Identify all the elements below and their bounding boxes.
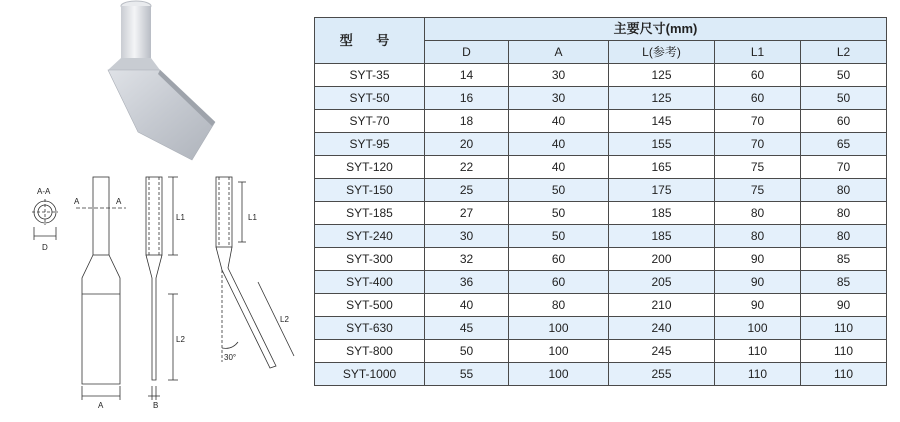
label-a-left: A [74, 197, 80, 206]
value-cell: 80 [801, 179, 887, 202]
column-header: L2 [801, 41, 887, 64]
column-header: L(参考) [609, 41, 715, 64]
model-cell: SYT-300 [315, 248, 425, 271]
column-header: A [509, 41, 609, 64]
value-cell: 100 [509, 317, 609, 340]
table-row [315, 133, 887, 156]
value-cell: 45 [425, 317, 509, 340]
value-cell: 85 [801, 271, 887, 294]
table-row [315, 248, 887, 271]
value-cell: 110 [801, 363, 887, 386]
bent-view [216, 177, 294, 368]
section-view [32, 199, 58, 240]
label-l2-bent: L2 [280, 315, 289, 324]
model-cell: SYT-35 [315, 64, 425, 87]
value-cell: 110 [801, 340, 887, 363]
value-cell: 75 [715, 179, 801, 202]
value-cell: 125 [609, 64, 715, 87]
value-cell: 55 [425, 363, 509, 386]
value-cell: 50 [801, 87, 887, 110]
value-cell: 245 [609, 340, 715, 363]
table-row [315, 64, 887, 87]
value-cell: 100 [509, 363, 609, 386]
value-cell: 25 [425, 179, 509, 202]
model-cell: SYT-150 [315, 179, 425, 202]
label-a-bottom: A [98, 401, 104, 410]
value-cell: 80 [801, 225, 887, 248]
value-cell: 16 [425, 87, 509, 110]
table-row [315, 363, 887, 386]
table-row [315, 179, 887, 202]
value-cell: 255 [609, 363, 715, 386]
table-row [315, 340, 887, 363]
value-cell: 50 [509, 202, 609, 225]
model-cell: SYT-400 [315, 271, 425, 294]
value-cell: 40 [509, 110, 609, 133]
value-cell: 70 [801, 156, 887, 179]
model-cell: SYT-95 [315, 133, 425, 156]
table-row [315, 317, 887, 340]
label-b: B [153, 401, 159, 410]
value-cell: 18 [425, 110, 509, 133]
column-header: D [425, 41, 509, 64]
label-angle: 30° [224, 353, 237, 362]
table-row [315, 294, 887, 317]
value-cell: 14 [425, 64, 509, 87]
value-cell: 240 [609, 317, 715, 340]
model-cell: SYT-500 [315, 294, 425, 317]
value-cell: 30 [425, 225, 509, 248]
value-cell: 185 [609, 202, 715, 225]
value-cell: 90 [715, 271, 801, 294]
model-cell: SYT-70 [315, 110, 425, 133]
value-cell: 110 [715, 363, 801, 386]
value-cell: 36 [425, 271, 509, 294]
value-cell: 40 [509, 156, 609, 179]
column-header: L1 [715, 41, 801, 64]
model-cell: SYT-185 [315, 202, 425, 225]
table-row [315, 225, 887, 248]
value-cell: 80 [715, 202, 801, 225]
value-cell: 90 [715, 294, 801, 317]
side-view [146, 177, 178, 400]
value-cell: 90 [801, 294, 887, 317]
table-row [315, 271, 887, 294]
label-l2: L2 [176, 335, 185, 344]
value-cell: 60 [509, 271, 609, 294]
value-cell: 185 [609, 225, 715, 248]
model-cell: SYT-240 [315, 225, 425, 248]
value-cell: 70 [715, 133, 801, 156]
value-cell: 60 [801, 110, 887, 133]
table-row [315, 87, 887, 110]
product-photo [100, 0, 280, 165]
value-cell: 110 [801, 317, 887, 340]
value-cell: 30 [509, 64, 609, 87]
table-row [315, 110, 887, 133]
value-cell: 145 [609, 110, 715, 133]
value-cell: 85 [801, 248, 887, 271]
value-cell: 65 [801, 133, 887, 156]
model-cell: SYT-120 [315, 156, 425, 179]
value-cell: 155 [609, 133, 715, 156]
value-cell: 110 [715, 340, 801, 363]
label-l1: L1 [176, 213, 185, 222]
value-cell: 200 [609, 248, 715, 271]
terminal-lug-photo [108, 1, 215, 160]
value-cell: 30 [509, 87, 609, 110]
value-cell: 90 [715, 248, 801, 271]
value-cell: 80 [509, 294, 609, 317]
value-cell: 100 [509, 340, 609, 363]
front-view [76, 177, 126, 400]
value-cell: 40 [509, 133, 609, 156]
value-cell: 60 [509, 248, 609, 271]
model-cell: SYT-800 [315, 340, 425, 363]
table-row [315, 156, 887, 179]
value-cell: 22 [425, 156, 509, 179]
value-cell: 60 [715, 64, 801, 87]
value-cell: 165 [609, 156, 715, 179]
spec-table [314, 17, 887, 386]
value-cell: 32 [425, 248, 509, 271]
value-cell: 70 [715, 110, 801, 133]
model-cell: SYT-50 [315, 87, 425, 110]
section-label: A-A [37, 187, 51, 196]
value-cell: 205 [609, 271, 715, 294]
table-row [315, 202, 887, 225]
value-cell: 210 [609, 294, 715, 317]
model-header: 型 号 [315, 18, 425, 64]
value-cell: 100 [715, 317, 801, 340]
value-cell: 50 [801, 64, 887, 87]
value-cell: 125 [609, 87, 715, 110]
model-cell: SYT-630 [315, 317, 425, 340]
value-cell: 50 [509, 225, 609, 248]
drawing-labels [37, 187, 289, 410]
value-cell: 175 [609, 179, 715, 202]
label-l1-bent: L1 [248, 213, 257, 222]
label-d: D [42, 243, 48, 252]
value-cell: 27 [425, 202, 509, 225]
value-cell: 50 [509, 179, 609, 202]
value-cell: 40 [425, 294, 509, 317]
dimensions-header: 主要尺寸(mm) [425, 18, 887, 41]
value-cell: 20 [425, 133, 509, 156]
technical-drawing [18, 172, 308, 412]
value-cell: 60 [715, 87, 801, 110]
model-cell: SYT-1000 [315, 363, 425, 386]
label-a-right: A [116, 197, 122, 206]
value-cell: 50 [425, 340, 509, 363]
value-cell: 75 [715, 156, 801, 179]
value-cell: 80 [801, 202, 887, 225]
value-cell: 80 [715, 225, 801, 248]
